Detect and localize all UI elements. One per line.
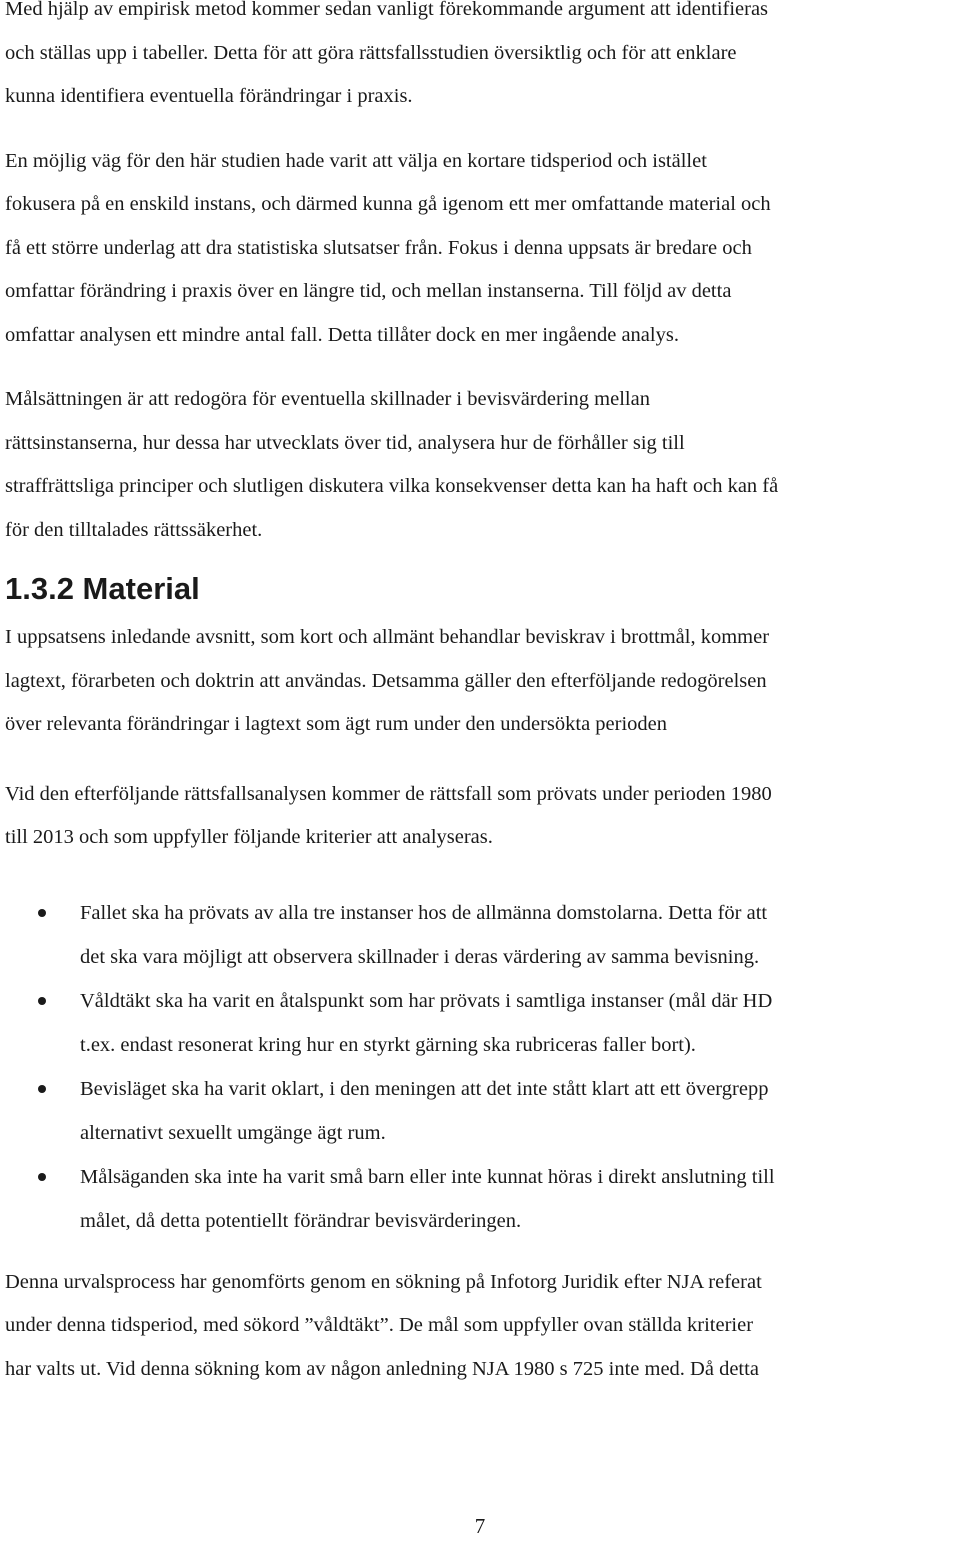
text-line: omfattar förändring i praxis över en längre tid, och mellan instanserna. Till följd av detta	[5, 280, 732, 302]
text-line: t.ex. endast resonerat kring hur en styrkt gärning ska rubriceras faller bort).	[80, 1033, 696, 1056]
text-line: Våldtäkt ska ha varit en åtalspunkt som har prövats i samtliga instanser (mål där HD	[80, 989, 773, 1012]
document-page	[5, 0, 957, 1391]
bullet-icon	[38, 1173, 46, 1181]
text-line: för den tilltalades rättssäkerhet.	[5, 518, 263, 541]
paragraph-alternative-approach	[5, 140, 957, 358]
text-line: har valts ut. Vid denna sökning kom av någon anledning NJA 1980 s 725 inte med. Då detta	[5, 1357, 759, 1380]
text-line: Med hjälp av empirisk metod kommer sedan vanligt förekommande argument att identifieras	[5, 0, 769, 20]
criteria-list	[5, 891, 957, 1243]
text-line: under denna tidsperiod, med sökord ”våldtäkt”. De mål som uppfyller ovan ställda kriterier	[5, 1314, 754, 1336]
text-line: till 2013 och som uppfyller följande kriterier att analyseras.	[5, 826, 493, 848]
text-line: omfattar analysen ett mindre antal fall. Detta tillåter dock en mer ingående analys.	[5, 323, 679, 346]
bullet-icon	[38, 1085, 46, 1093]
text-line: målet, då detta potentiellt förändrar bevisvärderingen.	[80, 1209, 522, 1232]
text-line: Bevisläget ska ha varit oklart, i den meningen att det inte stått klart att ett övergrepp	[80, 1077, 769, 1100]
text-line: få ett större underlag att dra statistiska slutsatser från. Fokus i denna uppsats är bredare och	[5, 236, 752, 259]
text-line: Denna urvalsprocess har genomförts genom en sökning på Infotorg Juridik efter NJA referat	[5, 1270, 762, 1293]
section-heading-material: 1.3.2 Material	[5, 571, 200, 606]
bullet-icon	[38, 997, 46, 1005]
paragraph-sources	[5, 616, 957, 747]
paragraph-selection-process	[5, 1261, 957, 1392]
paragraph-case-analysis	[5, 773, 957, 860]
criteria-item	[5, 1155, 957, 1243]
text-line: alternativt sexuellt umgänge ägt rum.	[80, 1121, 386, 1144]
text-line: Vid den efterföljande rättsfallsanalysen kommer de rättsfall som prövats under perioden 1980	[5, 782, 772, 805]
criteria-item	[5, 891, 957, 979]
text-line: Målsättningen är att redogöra för eventuella skillnader i bevisvärdering mellan	[5, 388, 650, 410]
text-line: I uppsatsens inledande avsnitt, som kort och allmänt behandlar beviskrav i brottmål, kommer	[5, 626, 770, 648]
text-line: fokusera på en enskild instans, och därmed kunna gå igenom ett mer omfattande material och	[5, 193, 771, 215]
text-line: det ska vara möjligt att observera skillnader i deras värdering av samma bevisning.	[80, 945, 760, 968]
criteria-item	[5, 1067, 957, 1155]
text-line: och ställas upp i tabeller. Detta för att göra rättsfallsstudien översiktlig och för att enklare	[5, 41, 737, 64]
text-line: Målsäganden ska inte ha varit små barn eller inte kunnat höras i direkt anslutning till	[80, 1165, 775, 1188]
text-line: lagtext, förarbeten och doktrin att användas. Detsamma gäller den efterföljande redogörelsen	[5, 669, 767, 692]
text-line: rättsinstanserna, hur dessa har utvecklats över tid, analysera hur de förhåller sig till	[5, 431, 685, 454]
text-line: Fallet ska ha prövats av alla tre instanser hos de allmänna domstolarna. Detta för att	[80, 901, 768, 924]
page-number: 7	[474, 1514, 486, 1538]
text-line: kunna identifiera eventuella förändringar i praxis.	[5, 85, 413, 107]
text-line: En möjlig väg för den här studien hade varit att välja en kortare tidsperiod och istället	[5, 149, 707, 172]
bullet-icon	[38, 909, 46, 917]
text-line: straffrättsliga principer och slutligen diskutera vilka konsekvenser detta kan ha haft och kan få	[5, 475, 779, 497]
paragraph-method	[5, 0, 957, 119]
text-line: över relevanta förändringar i lagtext som ägt rum under den undersökta perioden	[5, 713, 668, 735]
criteria-item	[5, 979, 957, 1067]
paragraph-aim	[5, 378, 957, 552]
